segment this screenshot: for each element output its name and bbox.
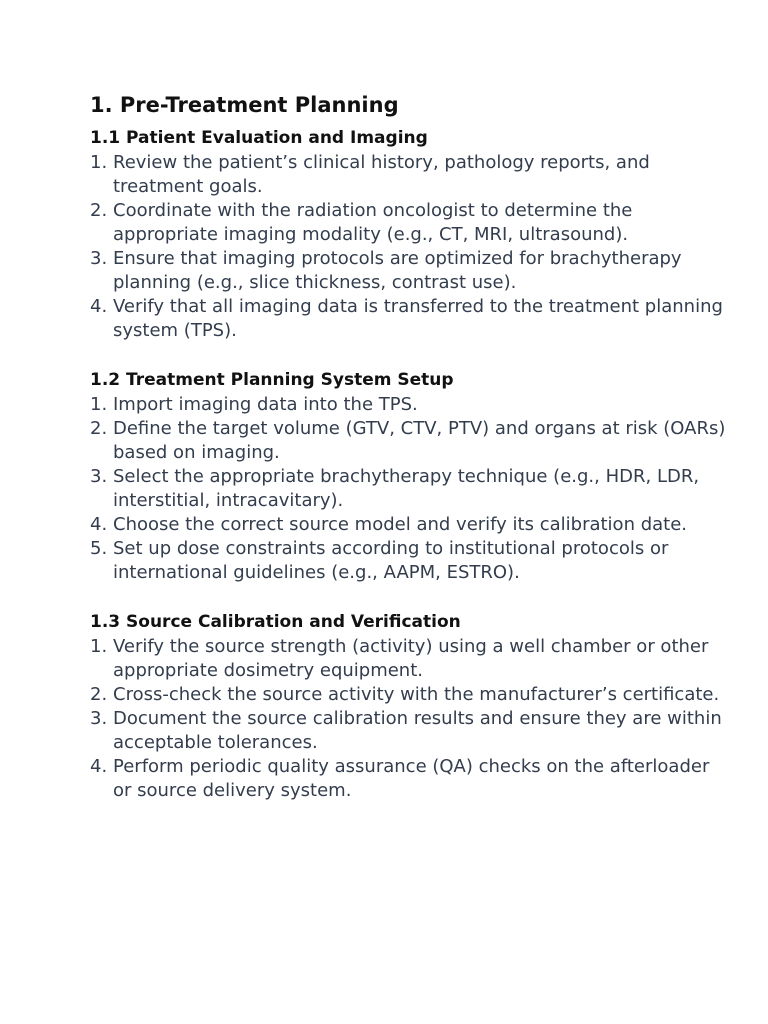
section-heading: 1.3 Source Calibration and Verification [90, 612, 461, 632]
list-item [90, 295, 730, 343]
item-text: Import imaging data into the TPS. [113, 394, 418, 415]
list-item [90, 247, 730, 295]
item-number: 4. [90, 296, 108, 317]
list-item [90, 635, 730, 683]
item-number: 2. [90, 200, 108, 221]
item-text: Document the source calibration results and ensure they are within acceptable tolerances. [113, 708, 722, 753]
item-text: Choose the correct source model and verify its calibration date. [113, 514, 688, 535]
item-text: Ensure that imaging protocols are optimized for brachytherapy planning (e.g., slice thickness, contrast use). [113, 248, 682, 293]
item-text: Review the patient’s clinical history, pathology reports, and treatment goals. [113, 152, 650, 197]
item-number: 2. [90, 418, 108, 439]
item-number: 1. [90, 394, 108, 415]
list-item [90, 537, 730, 585]
document-page [90, 90, 730, 803]
step-list [90, 151, 730, 343]
item-text: Verify the source strength (activity) using a well chamber or other appropriate dosimetry equipment. [113, 636, 709, 681]
item-text: Verify that all imaging data is transferred to the treatment planning system (TPS). [113, 296, 723, 341]
section-heading: 1.1 Patient Evaluation and Imaging [90, 128, 428, 148]
item-text: Perform periodic quality assurance (QA) checks on the afterloader or source delivery system. [113, 756, 710, 801]
step-list [90, 635, 730, 803]
step-list [90, 393, 730, 585]
list-item [90, 393, 730, 417]
item-number: 3. [90, 466, 108, 487]
item-number: 1. [90, 636, 108, 657]
list-item [90, 417, 730, 465]
item-number: 4. [90, 756, 108, 777]
item-text: Define the target volume (GTV, CTV, PTV) and organs at risk (OARs) based on imaging. [113, 418, 726, 463]
list-item [90, 151, 730, 199]
list-item [90, 683, 730, 707]
item-number: 4. [90, 514, 108, 535]
item-number: 2. [90, 684, 108, 705]
list-item [90, 465, 730, 513]
item-text: Coordinate with the radiation oncologist to determine the appropriate imaging modality (e.g., CT, MRI, ultrasound). [113, 200, 633, 245]
list-item [90, 199, 730, 247]
list-item [90, 513, 730, 537]
section-source-calibration [90, 609, 730, 803]
section-heading: 1.2 Treatment Planning System Setup [90, 370, 454, 390]
list-item [90, 755, 730, 803]
item-text: Select the appropriate brachytherapy technique (e.g., HDR, LDR, interstitial, intracavitary). [113, 466, 700, 511]
item-number: 3. [90, 248, 108, 269]
list-item [90, 707, 730, 755]
item-number: 3. [90, 708, 108, 729]
section-tps-setup [90, 367, 730, 585]
item-text: Set up dose constraints according to institutional protocols or international guidelines (e.g., AAPM, ESTRO). [113, 538, 669, 583]
document-title: 1. Pre-Treatment Planning [90, 93, 399, 117]
section-patient-evaluation [90, 125, 730, 343]
item-number: 1. [90, 152, 108, 173]
item-number: 5. [90, 538, 108, 559]
item-text: Cross-check the source activity with the manufacturer’s certificate. [113, 684, 720, 705]
